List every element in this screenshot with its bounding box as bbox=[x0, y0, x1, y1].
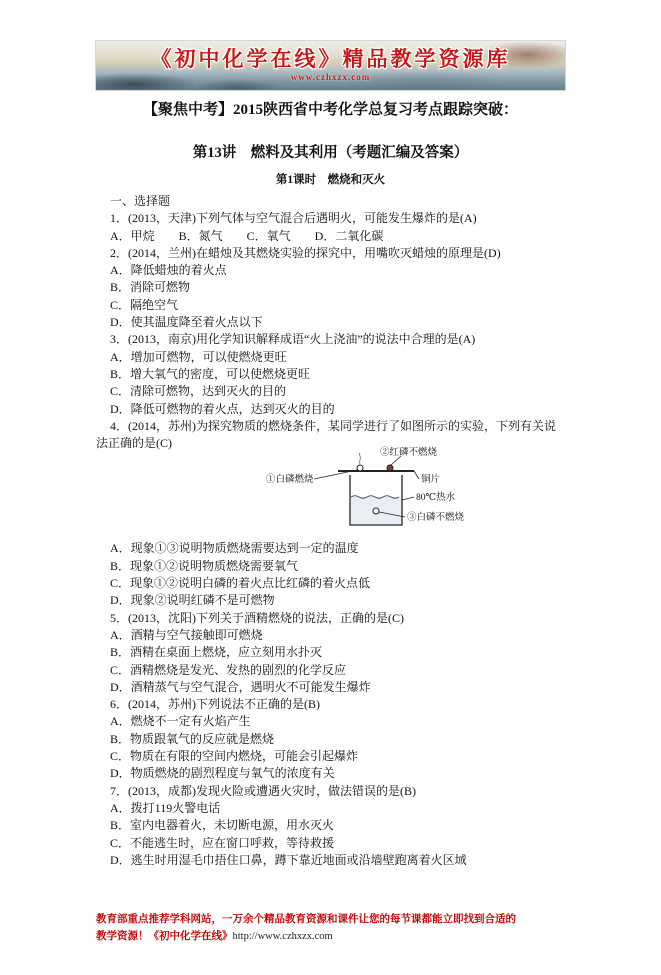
option-line: A．增加可燃物，可以使燃烧更旺 bbox=[110, 349, 287, 364]
footer-line1: 教育部重点推荐学科网站，一万余个精品教育资源和课件让您的每节课都能立即找到合适的 bbox=[96, 914, 516, 925]
doc-session: 第1课时 燃烧和灭火 bbox=[275, 174, 386, 186]
option-line: C．物质在有限的空间内燃烧，可能会引起爆炸 bbox=[110, 749, 359, 764]
question-list bbox=[96, 193, 565, 869]
option-line: D．降低可燃物的着火点，达到灭火的目的 bbox=[110, 401, 335, 416]
option-line: B．现象①②说明物质燃烧需要氧气 bbox=[110, 558, 299, 573]
doc-title: 【聚焦中考】2015陕西省中考化学总复习考点跟踪突破： bbox=[142, 102, 518, 118]
question-stem: 1．(2013，天津)下列气体与空气混合后遇明火，可能发生爆炸的是(A) bbox=[110, 211, 477, 226]
figure-label-copper-sheet: 铜片 bbox=[421, 475, 441, 486]
question-stem: 7．(2013，成都)发现火险或遭遇火灾时，做法错误的是(B) bbox=[110, 783, 416, 798]
option-line: D．现象②说明红磷不是可燃物 bbox=[110, 593, 275, 608]
option-line: D．物质燃烧的剧烈程度与氧气的浓度有关 bbox=[110, 766, 335, 781]
experiment-figure bbox=[264, 448, 504, 539]
question-stem: 6．(2014，苏州)下列说法不正确的是(B) bbox=[110, 697, 320, 712]
footer-line2 bbox=[96, 929, 565, 946]
question-stem: 3．(2013，南京)用化学知识解释成语“火上浇油”的说法中合理的是(A) bbox=[110, 332, 476, 347]
footer-note bbox=[96, 912, 565, 945]
option-line: C．现象①②说明白磷的着火点比红磷的着火点低 bbox=[110, 576, 371, 591]
question-stem: 4．(2014，苏州)为探究物质的燃烧条件，某同学进行了如图所示的实验，下列有关说法正确的是(C) bbox=[96, 418, 556, 451]
document-page bbox=[0, 40, 661, 975]
figure-label-red-phosphorus-not-burning: ②红磷不燃烧 bbox=[380, 448, 438, 459]
option-line: B．物质跟氧气的反应就是燃烧 bbox=[110, 731, 275, 746]
option-row: A．甲烷 B．氮气 C．氧气 D．二氧化碳 bbox=[110, 228, 384, 243]
banner-url[interactable]: www.czhxzx.com bbox=[290, 72, 371, 82]
option-line: B．室内电器着火，未切断电源，用水灭火 bbox=[110, 818, 335, 833]
section-heading: 一、选择题 bbox=[110, 194, 171, 208]
option-line: A．降低蜡烛的着火点 bbox=[110, 263, 227, 278]
option-line: B．消除可燃物 bbox=[110, 280, 191, 295]
option-line: D．逃生时用湿毛巾捂住口鼻，蹲下靠近地面或沿墙壁跑离着火区域 bbox=[110, 852, 467, 867]
question-stem: 2．(2014，兰州)在蜡烛及其燃烧实验的探究中，用嘴吹灭蜡烛的原理是(D) bbox=[110, 245, 501, 260]
burning-experiment-diagram bbox=[264, 453, 504, 539]
footer-site-url[interactable]: http://www.czhxzx.com bbox=[232, 930, 333, 942]
option-line: A．现象①③说明物质燃烧需要达到一定的温度 bbox=[110, 541, 359, 556]
option-line: C．酒精燃烧是发光、发热的剧烈的化学反应 bbox=[110, 662, 347, 677]
option-line: B．酒精在桌面上燃烧，应立刻用水扑灭 bbox=[110, 645, 323, 660]
banner-title: 《初中化学在线》精品教学资源库 bbox=[150, 47, 511, 71]
option-line: A．酒精与空气接触即可燃烧 bbox=[110, 627, 263, 642]
option-line: B．增大氧气的密度，可以使燃烧更旺 bbox=[110, 366, 311, 381]
doc-subtitle: 第13讲 燃料及其利用（考题汇编及答案） bbox=[192, 145, 469, 161]
option-line: C．隔绝空气 bbox=[110, 297, 179, 312]
figure-label-hot-water: 80℃热水 bbox=[416, 493, 456, 504]
site-banner bbox=[95, 40, 566, 91]
figure-label-white-phosphorus-burning: ①白磷燃烧 bbox=[266, 475, 314, 486]
option-line: D．酒精蒸气与空气混合，遇明火不可能发生爆炸 bbox=[110, 679, 371, 694]
option-line: D．使其温度降至着火点以下 bbox=[110, 315, 263, 330]
option-line: A．燃烧不一定有火焰产生 bbox=[110, 714, 251, 729]
footer-site-name: 教学资源！《初中化学在线》 bbox=[96, 930, 233, 942]
figure-label-white-phosphorus-not-burning: ③白磷不燃烧 bbox=[407, 513, 465, 524]
option-line: A．拨打119火警电话 bbox=[110, 800, 221, 815]
option-line: C．不能逃生时，应在窗口呼救，等待救援 bbox=[110, 835, 335, 850]
question-stem: 5．(2013，沈阳)下列关于酒精燃烧的说法，正确的是(C) bbox=[110, 610, 404, 625]
option-line: C．清除可燃物，达到灭火的目的 bbox=[110, 384, 287, 399]
